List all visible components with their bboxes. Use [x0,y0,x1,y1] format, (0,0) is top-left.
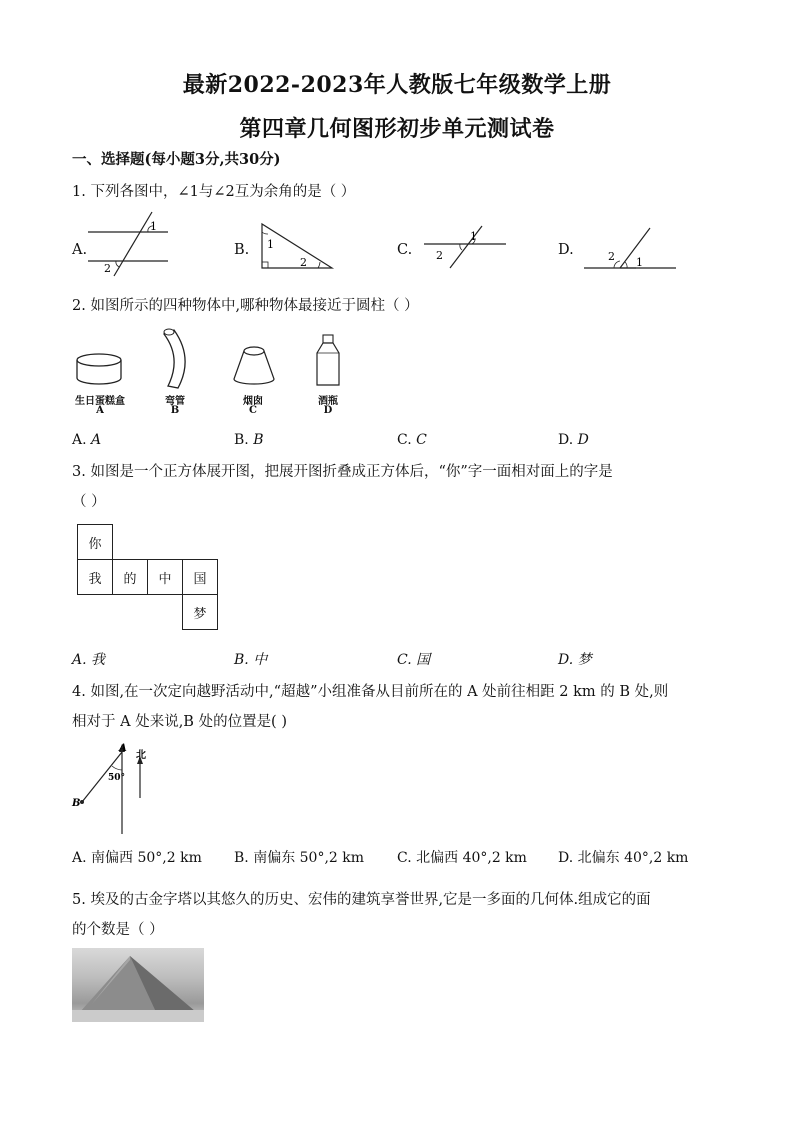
q4-option-c: C. 北偏西 40°,2 km [397,850,527,866]
q2-object-c-caption: 烟囱 [243,396,263,407]
q4-option-b: B. 南偏东 50°,2 km [234,850,365,866]
cube-net-cell: 中 [148,560,183,595]
q3-option-d: D. 梦 [558,652,592,668]
q2-option-b: B. B [234,432,264,448]
q2-object-d-caption: 酒瓶 [318,396,338,407]
q2-chimney-figure [230,345,278,387]
question-2-stem: 2. 如图所示的四种物体中,哪种物体最接近于圆柱（ ） [72,298,419,314]
section-heading: 一、选择题(每小题3分,共30分) [72,151,281,168]
q2-cake-box-figure [75,352,125,388]
q1d-angle-2-label: 2 [608,250,615,263]
q1c-angle-1-label: 1 [470,230,477,243]
q2-object-b-caption: 弯管 [165,396,185,407]
q3-option-b: B. 中 [234,652,268,668]
q2-object-a-caption: 生日蛋糕盒 [75,396,125,407]
cube-net-cell: 的 [113,560,148,595]
question-3-stem: 3. 如图是一个正方体展开图，把展开图折叠成正方体后，“你”字一面相对面上的字是 [72,464,613,480]
question-4-stem-line2: 相对于 A 处来说,B 处的位置是( ) [72,714,287,730]
q1-figure-d [580,226,680,271]
q2-option-d: D. D [558,432,589,448]
q1b-angle-1-label: 1 [267,238,274,251]
q4-direction-figure [70,742,160,836]
document-title-line2: 第四章几何图形初步单元测试卷 [239,116,555,142]
cube-net-cell-top: 你 [78,525,113,560]
question-1-stem: 1. 下列各图中，∠1与∠2互为余角的是（ ） [72,184,356,200]
q1-figure-c [420,226,510,271]
q1-option-a-label: A. [72,242,88,258]
document-title-line1: 最新2022-2023年人教版七年级数学上册 [182,72,612,98]
q2-bottle-figure [313,333,343,388]
question-5-stem-line1: 5. 埃及的古金字塔以其悠久的历史、宏伟的建筑享誉世界,它是一多面的几何体.组成它的面 [72,892,651,908]
question-4-stem-line1: 4. 如图,在一次定向越野活动中,“超越”小组准备从目前所在的 A 处前往相距 2 km 的 B 处,则 [72,684,669,700]
q1c-angle-2-label: 2 [436,249,443,262]
cube-net-cell: 我 [78,560,113,595]
question-5-stem-line2: 的个数是（ ） [72,922,164,938]
q2-object-d-letter: D [323,405,333,416]
q4-angle-label: 50° [108,773,126,783]
q1a-angle-1-label: 1 [150,220,157,233]
q3-option-c: C. 国 [397,652,431,668]
q1-option-d-label: D. [558,242,574,258]
q4-option-a: A. 南偏西 50°,2 km [72,850,202,866]
q1b-angle-2-label: 2 [300,256,307,269]
q4-point-a-label: A [119,743,127,754]
cube-net-figure [77,524,218,630]
q2-object-c-letter: C [249,405,257,416]
q4-north-label: 北 [136,750,146,761]
q1-figure-a [88,212,178,277]
q4-option-d: D. 北偏东 40°,2 km [558,850,689,866]
q2-object-b-letter: B [170,405,180,416]
q2-option-a: A. A [72,432,102,448]
q2-option-c: C. C [397,432,427,448]
cube-net-cell: 国 [183,560,218,595]
q1d-angle-1-label: 1 [636,256,643,269]
q1-option-b-label: B. [234,242,250,258]
cube-net-cell-bottom: 梦 [183,595,218,630]
q1-option-c-label: C. [397,242,413,258]
q1-figure-b [258,222,338,272]
question-3-paren: （ ） [72,494,106,510]
q4-point-b-label: B [72,798,81,809]
q2-bent-pipe-figure [160,328,200,390]
q3-option-a: A. 我 [72,652,106,668]
q2-object-a-letter: A [96,405,104,416]
pyramid-photo [72,948,204,1022]
q1a-angle-2-label: 2 [104,262,111,275]
